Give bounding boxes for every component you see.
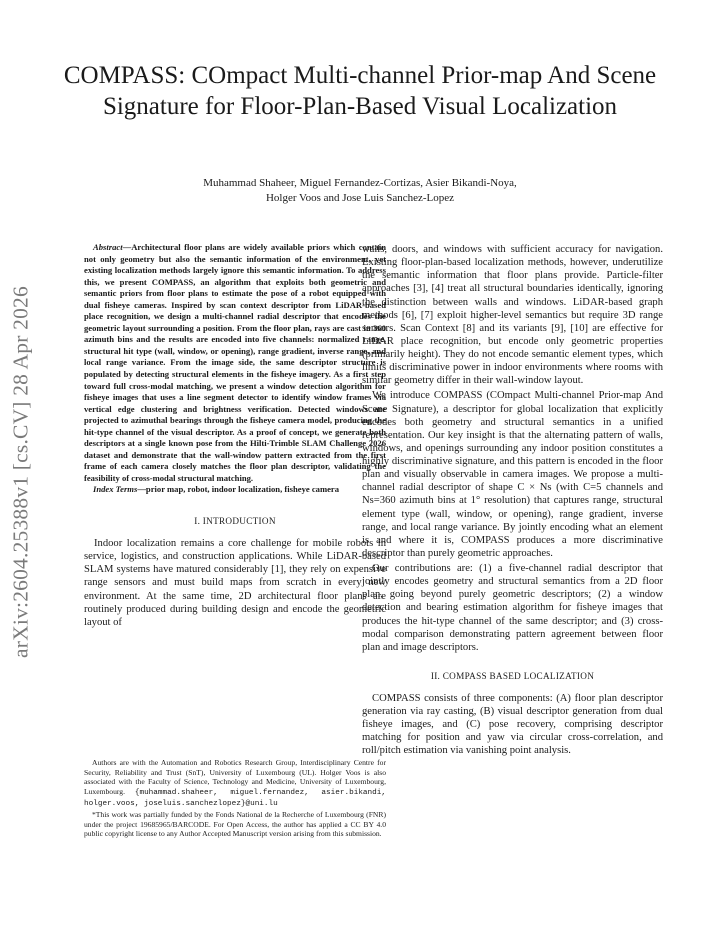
footnotes bbox=[84, 758, 386, 839]
section-heading-compass: II. COMPASS BASED LOCALIZATION bbox=[430, 670, 595, 681]
intro-paragraph-contributions: Our contributions are: (1) a five-channel radial descriptor that jointly encodes geometry and structural semantics from a 2D floor plan, going beyond purely geometric descriptors; (2) a window detection and bearing estimation algorithm for fisheye images that produces the hit-type channel of the same descriptor; and (3) cross-modal comparison demonstrating pattern agreement between floor plan and image descriptors. bbox=[362, 563, 663, 653]
author-line-2: Holger Voos and Jose Luis Sanchez-Lopez bbox=[265, 192, 455, 204]
abstract-lead: Abstract bbox=[93, 242, 123, 252]
arxiv-stamp bbox=[6, 262, 36, 682]
intro-paragraph-3: We introduce COMPASS (COmpact Multi-channel Prior-map And Scene Signature), a descriptor for global localization that explicitly encodes both geometry and structural semantics in a unified representation. Our key insight is that the alternating pattern of walls, windows, and openings surrounding any indoor position constitutes a highly discriminative signature, and this pattern is encoded in the floor plan and visually observable in camera images. We propose a multi-channel radial descriptor of shape C × Ns (with C=5 channels and Ns=360 azimuth bins at 1° resolution) that captures range, structural element type (wall, window, or opening), range gradient, inverse range, and local range variance. By jointly encoding what an element is and where it is, COMPASS produces a more discriminative descriptor than purely geometric approaches. bbox=[362, 390, 663, 559]
footnote-funding: *This work was partially funded by the Fonds National de la Recherche of Luxembourg (FNR) under the project 19685965/BARCODE. For Open Access, the author has applied a CC BY 4.0 public copyright license to any Author Accepted Manuscript version arising from this submission. bbox=[84, 809, 386, 839]
footnote-emails: {muhammad.shaheer, miguel.fernandez, asier.bikandi, holger.voos, joseluis.sanchezlopez}@uni.lu bbox=[84, 788, 386, 809]
footnote-affiliation-text: Authors are with the Automation and Robotics Research Group, Interdisciplinary Centre for Security, Reliability and Trust (SnT), University of Luxembourg (UL). Holger Voos is also associated with the Faculty of Science, Technology and Medicine, University of Luxembourg, Luxembourg. bbox=[84, 758, 386, 796]
intro-paragraph-2: walls, doors, and windows with sufficient accuracy for navigation. Existing floor-plan-based localization methods, however, underutilize the semantic information that floor plans provide. Particle-filter approaches [3], [4] treat all structural boundaries identically, ignoring the distinction between walls and windows. LiDAR-based graph methods [6], [7] exploit higher-level semantics but require 3D range sensors. Scan Context [8] and its variants [9], [10] are effective for LiDAR place recognition, but encode only geometric properties (primarily height). They do not encode semantic element types, which limits discriminative power in indoor environments where rooms with similar geometry differ in their wall-window layout. bbox=[362, 244, 663, 387]
section-heading-introduction: I. INTRODUCTION bbox=[194, 516, 276, 527]
index-terms bbox=[84, 484, 386, 496]
abstract bbox=[84, 242, 386, 484]
intro-paragraph-1: Indoor localization remains a core challenge for mobile robots in service, logistics, and construction applications. While LiDAR-based SLAM systems have matured considerably [1], they rely on expensive range sensors and must build maps from scratch in every new environment. At the same time, 2D architectural floor plans are routinely produced during building design and encode the geometric layout of bbox=[84, 538, 386, 628]
abstract-text: —Architectural floor plans are widely available priors which contain not only geometry but also the semantic information of the environment, yet existing localization methods largely ignore this semantic information. To address this, we present COMPASS, an algorithm that exploits both geometric and semantic priors from floor plans to estimate the pose of a robot equipped with dual fisheye cameras. Inspired by scan context descriptor from LiDAR-based place recognition, we design a multi-channel radial descriptor that encodes the geometric layout surrounding a position. From the floor plan, rays are cast in 360 azimuth bins and the results are encoded into five channels: normalized range, structural hit type (wall, window, or opening), range gradient, inverse range, and local range variance. From the image side, the same descriptor structure is populated by detecting structural elements in the fisheye imagery. As a first step toward full cross-modal matching, we present a window detection algorithm for fisheye images that uses a line segment detector to identify window frames via vertical edge clustering and brightness verification. Detected windows are projected to azimuthal bearings through the fisheye camera model, producing the hit-type channel of the visual descriptor. As a proof of concept, we generate both descriptors at a single known pose from the Hilti-Trimble SLAM Challenge 2026 dataset and demonstrate that the wall-window pattern extracted from the first frame of each camera closely matches the floor plan descriptor, validating the feasibility of cross-modal structural matching. bbox=[84, 242, 386, 483]
arxiv-identifier: arXiv:2604.25388v1 [cs.CV] 28 Apr 2026 bbox=[8, 286, 33, 658]
right-column bbox=[362, 243, 663, 758]
footnote-affiliation bbox=[84, 758, 386, 810]
index-terms-text: —prior map, robot, indoor localization, fisheye camera bbox=[137, 484, 340, 495]
paper-title: COMPASS: COmpact Multi-channel Prior-map And Scene Signature for Floor-Plan-Based Visual Localization bbox=[63, 62, 657, 120]
author-list bbox=[60, 176, 660, 206]
author-line-1: Muhammad Shaheer, Miguel Fernandez-Cortizas, Asier Bikandi-Noya, bbox=[203, 177, 517, 189]
index-terms-lead: Index Terms bbox=[93, 484, 138, 495]
section2-paragraph-1: COMPASS consists of three components: (A) floor plan descriptor generation via ray casting, (B) visual descriptor generation from dual fisheye images, and (C) pose recovery, comprising descriptor matching for position and yaw via circular cross-correlation, and roll/pitch estimation via vanishing point analysis. bbox=[362, 692, 663, 757]
left-column bbox=[84, 242, 386, 629]
